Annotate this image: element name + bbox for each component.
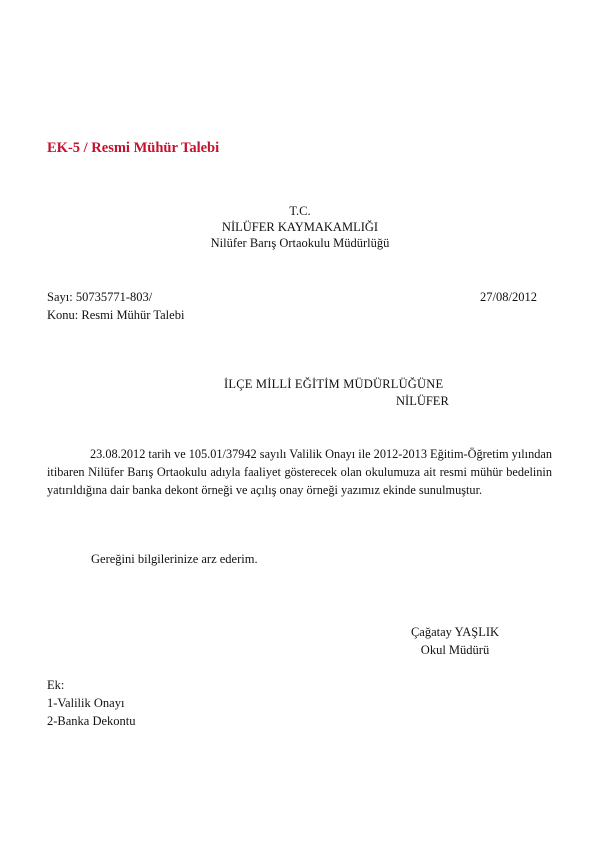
- letterhead-tc: T.C.: [289, 204, 311, 218]
- recipient-location: NİLÜFER: [396, 394, 449, 408]
- closing-line: Gereğini bilgilerinize arz ederim.: [91, 552, 258, 566]
- subject-line: Konu: Resmi Mühür Talebi: [47, 308, 185, 322]
- letterhead-school: Nilüfer Barış Ortaokulu Müdürlüğü: [210, 236, 390, 250]
- attachments-list: [47, 676, 136, 730]
- document-date: 27/08/2012: [480, 290, 537, 304]
- reference-number: Sayı: 50735771-803/: [47, 290, 153, 304]
- signature-block: [400, 623, 510, 659]
- letterhead: [150, 203, 450, 251]
- attachment-title: EK-5 / Resmi Mühür Talebi: [47, 140, 220, 156]
- body-paragraph: 23.08.2012 tarih ve 105.01/37942 sayılı Valilik Onayı ile 2012-2013 Eğitim-Öğretim yılından itibaren Nilüfer Barış Ortaokulu adıyla faaliyet gösterecek olan okulumuza ait resmi mühür bedelinin yatırıldığına dair banka dekont örneği ve açılış onay örneği yazımız ekinde sunulmuştur.: [47, 447, 552, 497]
- attachment-item: 1-Valilik Onayı: [47, 696, 125, 710]
- letterhead-authority: NİLÜFER KAYMAKAMLIĞI: [221, 220, 379, 234]
- attachments-label: Ek:: [47, 678, 65, 692]
- signatory-title: Okul Müdürü: [420, 643, 490, 657]
- signatory-name: Çağatay YAŞLIK: [410, 625, 500, 639]
- recipient-office: İLÇE MİLLİ EĞİTİM MÜDÜRLÜĞÜNE: [224, 377, 444, 391]
- attachment-item: 2-Banka Dekontu: [47, 714, 136, 728]
